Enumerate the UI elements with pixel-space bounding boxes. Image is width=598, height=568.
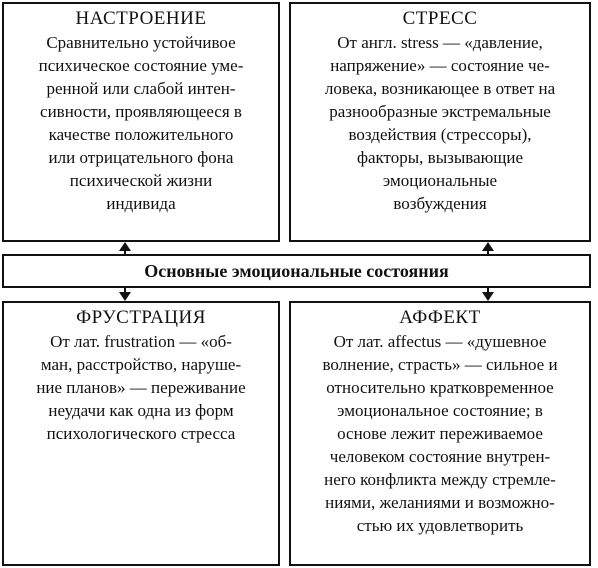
affect-line: От лат. affectus — «душевное <box>333 332 547 351</box>
frustration-line: От лат. frustration — «об- <box>50 332 232 351</box>
affect-line: стью их удовлетворить <box>356 516 524 535</box>
affect-title: АФФЕКТ <box>399 307 481 328</box>
stress-line: возбуждения <box>393 194 487 213</box>
stress-title: СТРЕСС <box>402 8 478 29</box>
arrow-down-icon <box>119 292 131 301</box>
mood-line: сивности, проявляющееся в <box>40 102 242 121</box>
affect-line: волнение, страсть» — сильное и <box>322 355 558 374</box>
stress-line: От англ. stress — «давление, <box>337 33 543 52</box>
affect-line: ниями, желаниями и возможно- <box>325 493 555 512</box>
frustration-line: неудачи как одна из форм <box>48 401 234 420</box>
affect-line: основе лежит переживаемое <box>337 424 543 443</box>
mood-line: или отрицательного фона <box>48 148 234 167</box>
stress-line: напряжение» — состояние че- <box>330 56 550 75</box>
frustration-line: ман, расстройство, наруше- <box>40 355 242 374</box>
mood-line: психической жизни <box>69 171 213 190</box>
stress-line: воздействия (стрессоры), <box>348 125 532 144</box>
stress-line: разнообразные экстремальные <box>329 102 551 121</box>
mood-line: ренной или слабой интен- <box>46 79 236 98</box>
frustration-title: ФРУСТРАЦИЯ <box>76 307 206 328</box>
stress-line: эмоциональные <box>382 171 498 190</box>
center-label: Основные эмоциональные состояния <box>144 261 449 281</box>
mood-line: психическое состояние уме- <box>38 56 244 75</box>
mood-title: НАСТРОЕНИЕ <box>75 8 207 29</box>
stress-line: ловека, возникающее в ответ на <box>324 79 556 98</box>
affect-line: относительно кратковременное <box>326 378 554 397</box>
frustration-line: психологического стресса <box>46 424 236 443</box>
affect-line: него конфликта между стремле- <box>324 470 556 489</box>
frustration-line: ние планов» — переживание <box>36 378 246 397</box>
arrow-up-icon <box>119 242 131 251</box>
mood-line: индивида <box>106 194 176 213</box>
arrow-up-icon <box>482 242 494 251</box>
affect-line: человеком состояние внутрен- <box>329 447 551 466</box>
mood-line: качестве положительного <box>48 125 234 144</box>
arrow-down-icon <box>482 292 494 301</box>
stress-line: факторы, вызывающие <box>356 148 524 167</box>
affect-line: эмоциональное состояние; в <box>337 401 543 420</box>
mood-line: Сравнительно устойчивое <box>46 33 236 52</box>
